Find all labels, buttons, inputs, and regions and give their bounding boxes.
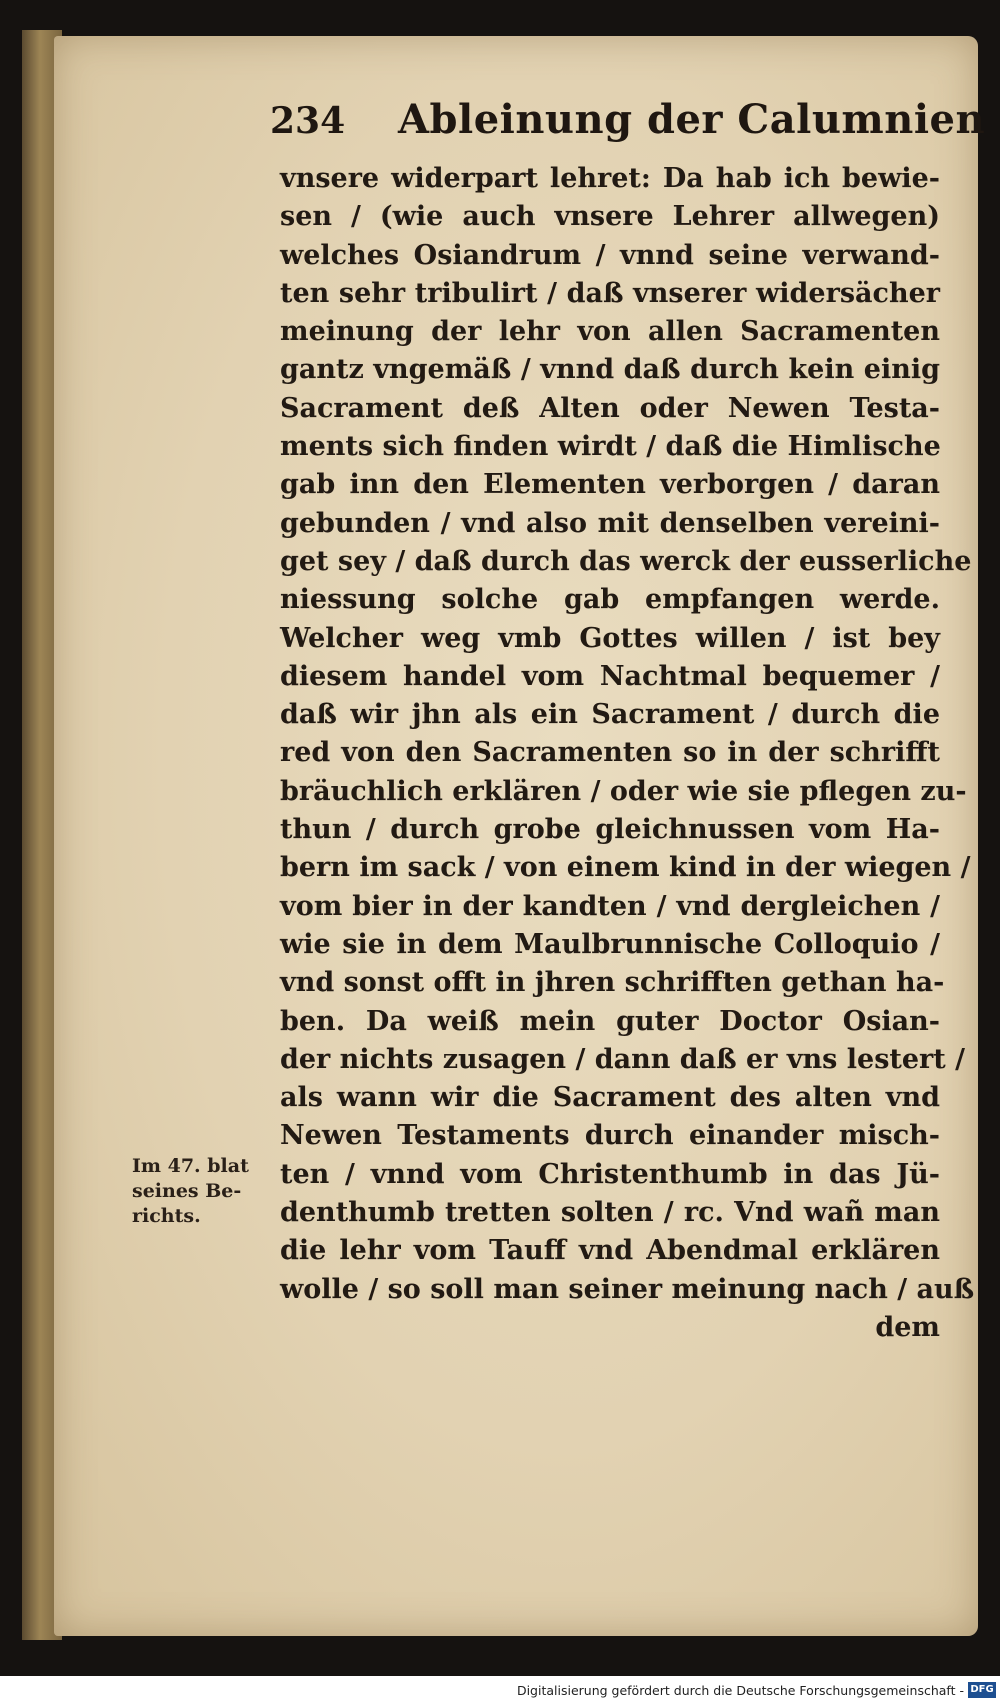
margin-note-line: Im 47. blat [132, 1155, 249, 1177]
margin-note-line: seines Be- [132, 1180, 242, 1202]
text-line: wolle / so soll man seiner meinung nach / auß [280, 1273, 975, 1305]
text-line: als wann wir die Sacrament des alten vnd [280, 1082, 940, 1114]
text-line: vnsere widerpart lehret: Da hab ich bewie- [280, 163, 940, 194]
body-text-block [280, 160, 975, 1347]
text-line: die lehr vom Tauff vnd Abendmal erklären [280, 1235, 940, 1267]
text-line: wie sie in dem Maulbrunnische Colloquio / [280, 928, 940, 960]
text-line: meinung der lehr von allen Sacramenten [280, 316, 940, 348]
digitization-credit: Digitalisierung gefördert durch die Deutsche Forschungsgemeinschaft - [516, 1683, 964, 1698]
text-line: gab inn den Elementen verborgen / daran [280, 469, 940, 501]
text-line: vom bier in der kandten / vnd dergleichen / [280, 890, 940, 922]
catchword: dem [875, 1311, 940, 1343]
text-line: get sey / daß durch das werck der eusserliche [280, 545, 972, 577]
text-line: vnd sonst offt in jhren schrifften gethan ha- [280, 967, 945, 999]
text-line: der nichts zusagen / dann daß er vns lestert / [280, 1043, 966, 1075]
text-line: ten sehr tribulirt / daß vnserer widersächer [280, 277, 940, 309]
text-line: Newen Testaments durch einander misch- [280, 1120, 940, 1152]
text-line: ments sich finden wirdt / daß die Himlische [280, 431, 941, 463]
text-line: niessung solche gab empfangen werde. [280, 584, 940, 616]
text-line: denthumb tretten solten / rc. Vnd wañ man [280, 1197, 940, 1229]
page-number: 234 [270, 100, 346, 142]
running-title: Ableinung der Calumnien [398, 96, 986, 143]
text-line: Welcher weg vmb Gottes willen / ist bey [280, 622, 940, 654]
text-line: ten / vnnd vom Christenthumb in das Jü- [280, 1158, 940, 1190]
dfg-logo: DFG [968, 1682, 996, 1698]
text-line: daß wir jhn als ein Sacrament / durch die [280, 699, 940, 731]
text-line: bräuchlich erklären / oder wie sie pflegen zu- [280, 775, 967, 807]
margin-note-line: richts. [132, 1205, 201, 1227]
text-line: thun / durch grobe gleichnussen vom Ha- [280, 814, 940, 846]
text-line: ben. Da weiß mein guter Doctor Osian- [280, 1005, 940, 1037]
text-line: red von den Sacramenten so in der schrifft [280, 737, 940, 769]
text-line: welches Osiandrum / vnnd seine verwand- [280, 239, 940, 271]
text-line: diesem handel vom Nachtmal bequemer / [280, 660, 940, 692]
text-line: gebunden / vnd also mit denselben vereini- [280, 507, 940, 539]
text-line: sen / (wie auch vnsere Lehrer allwegen) [280, 201, 940, 233]
text-line: bern im sack / von einem kind in der wiegen / [280, 852, 971, 884]
text-line: Sacrament deß Alten oder Newen Testa- [280, 392, 940, 424]
margin-note [132, 1154, 282, 1229]
text-line: gantz vngemäß / vnnd daß durch kein einig [280, 354, 940, 386]
